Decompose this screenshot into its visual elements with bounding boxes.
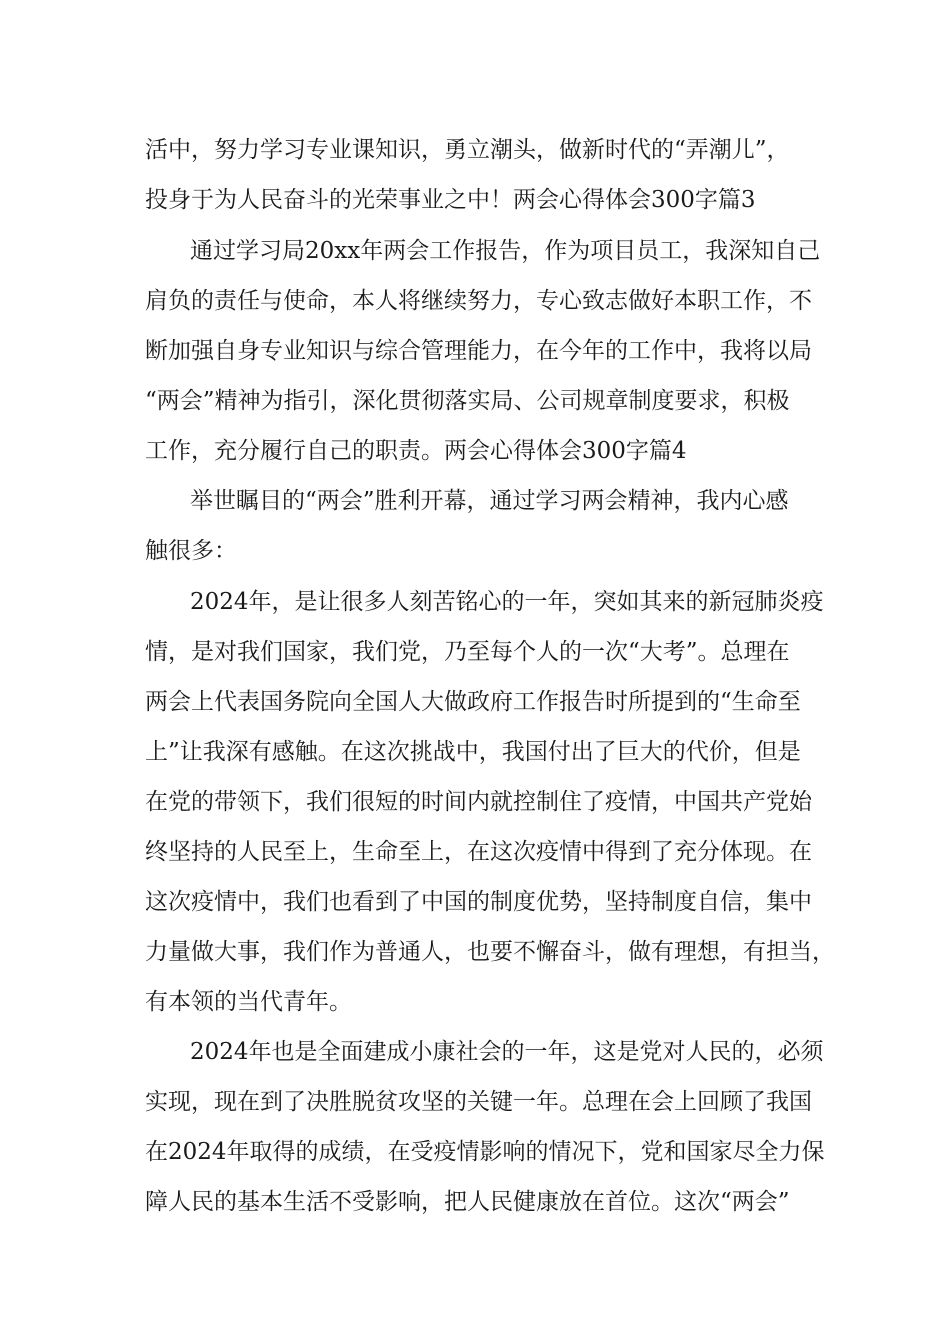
- text-line: 实现，现在到了决胜脱贫攻坚的关键一年。总理在会上回顾了我国: [145, 1089, 812, 1115]
- text-line: 障人民的基本生活不受影响，把人民健康放在首位。这次“两会”: [145, 1189, 790, 1215]
- text-line: 肩负的责任与使命，本人将继续努力，专心致志做好本职工作，不: [145, 288, 812, 314]
- text-line: 上”让我深有感触。在这次挑战中，我国付出了巨大的代价，但是: [145, 739, 801, 765]
- text-line: 终坚持的人民至上，生命至上，在这次疫情中得到了充分体现。在: [145, 839, 812, 865]
- text-line: 工作，充分履行自己的职责。两会心得体会300字篇4: [145, 438, 687, 464]
- text-line: 活中，努力学习专业课知识，勇立潮头，做新时代的“弄潮儿”，: [145, 137, 790, 163]
- text-line: 在党的带领下，我们很短的时间内就控制住了疫情，中国共产党始: [145, 789, 812, 815]
- text-line: 这次疫情中，我们也看到了中国的制度优势，坚持制度自信，集中: [145, 889, 812, 915]
- text-line: 情，是对我们国家，我们党，乃至每个人的一次“大考”。总理在: [145, 639, 790, 665]
- text-line: 投身于为人民奋斗的光荣事业之中！两会心得体会300字篇3: [145, 187, 756, 213]
- text-line: “两会”精神为指引，深化贯彻落实局、公司规章制度要求，积极: [145, 388, 790, 414]
- text-line: 有本领的当代青年。: [145, 989, 352, 1015]
- text-line: 力量做大事，我们作为普通人，也要不懈奋斗，做有理想，有担当，: [145, 939, 835, 965]
- text-line: 两会上代表国务院向全国人大做政府工作报告时所提到的“生命至: [145, 689, 801, 715]
- paragraph-start: 通过学习局20xx年两会工作报告，作为项目员工，我深知自己: [190, 238, 821, 264]
- text-line: 断加强自身专业知识与综合管理能力，在今年的工作中，我将以局: [145, 338, 812, 364]
- paragraph-start: 2024年，是让很多人刻苦铭心的一年，突如其来的新冠肺炎疫: [190, 589, 824, 615]
- text-line: 在2024年取得的成绩，在受疫情影响的情况下，党和国家尽全力保: [145, 1139, 825, 1165]
- paragraph-start: 举世瞩目的“两会”胜利开幕，通过学习两会精神，我内心感: [190, 488, 789, 514]
- text-line: 触很多：: [145, 538, 237, 564]
- paragraph-start: 2024年也是全面建成小康社会的一年，这是党对人民的，必须: [190, 1039, 824, 1065]
